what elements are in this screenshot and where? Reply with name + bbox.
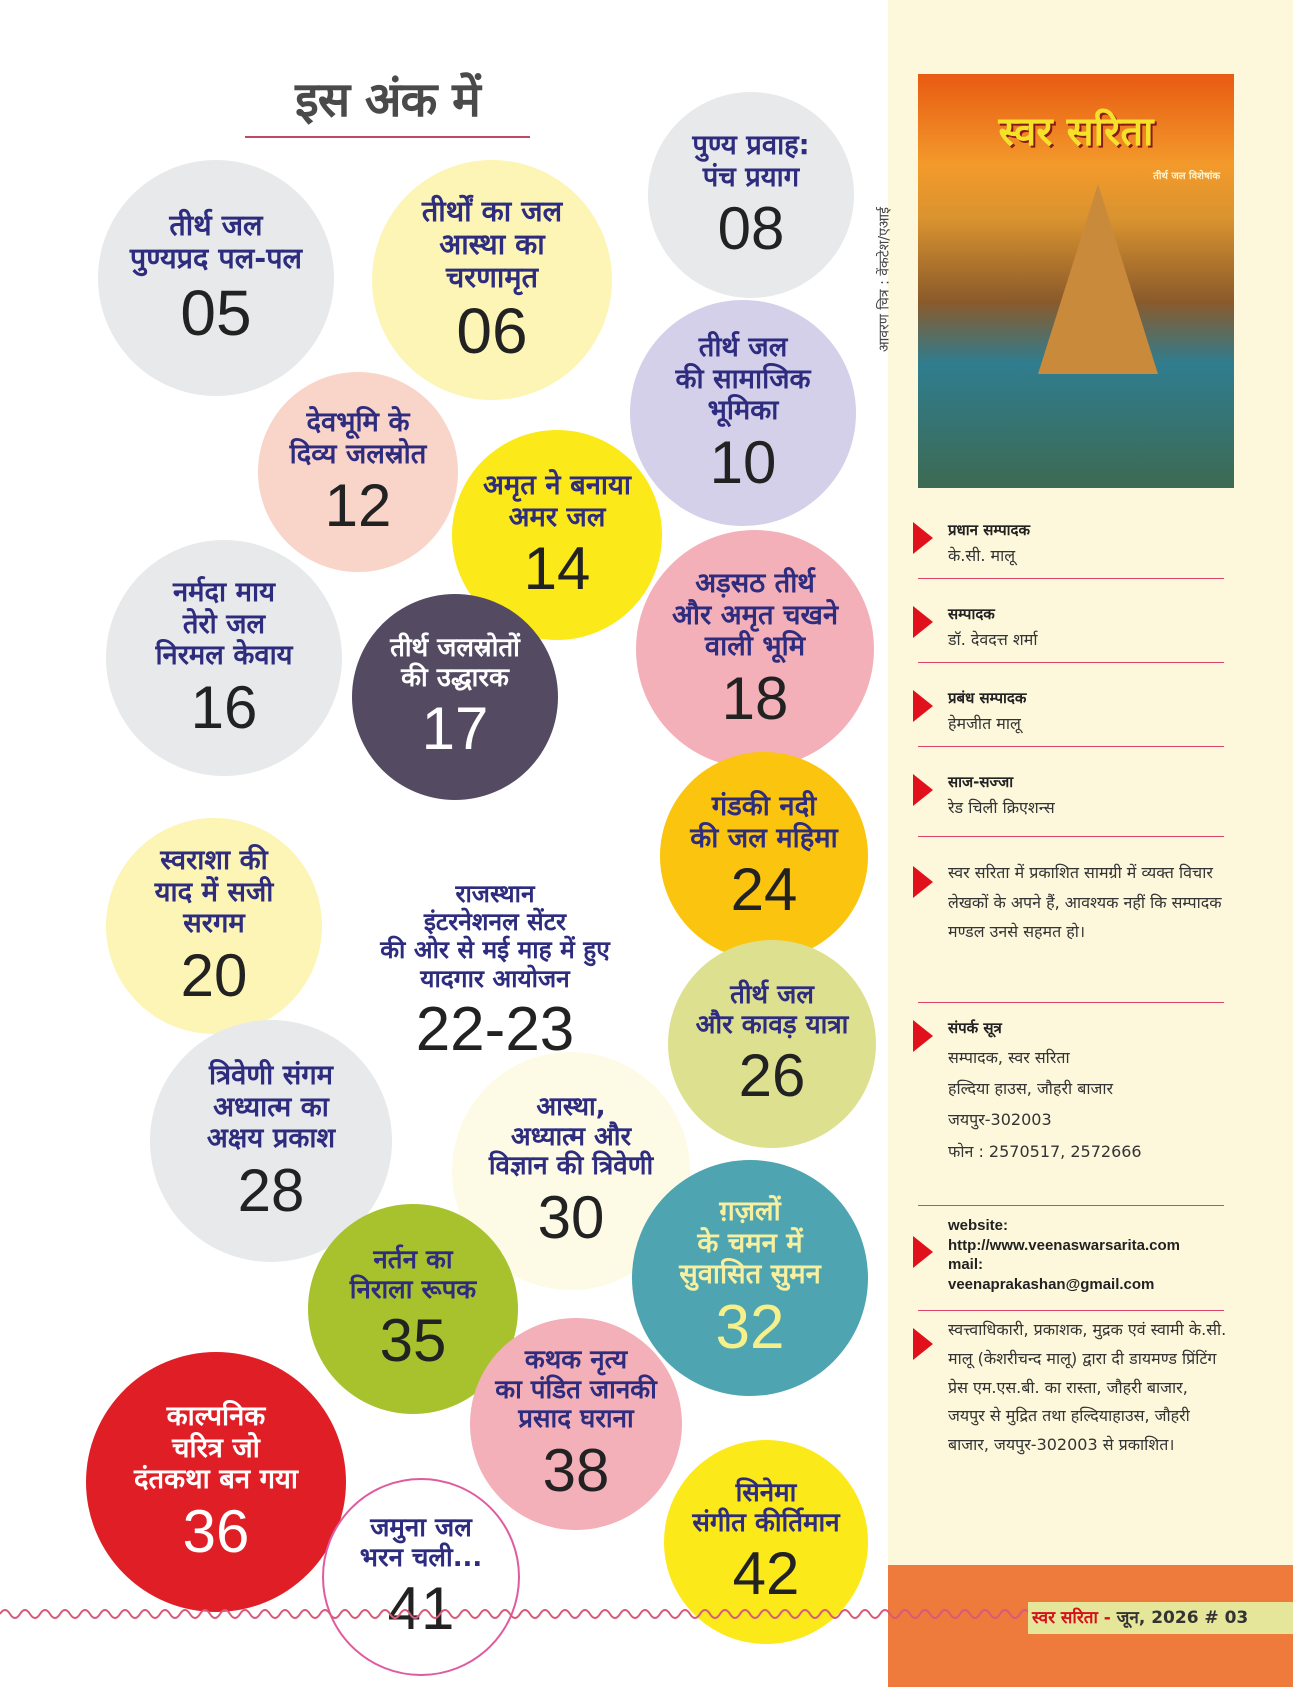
- article-page-number: 42: [732, 1540, 800, 1608]
- red-arrow-icon: [913, 1328, 933, 1360]
- contact-line: जयपुर-302003: [948, 1110, 1052, 1130]
- article-title: अमृत ने बनाया अमर जल: [483, 470, 631, 533]
- article-title: कथक नृत्य का पंडित जानकी प्रसाद घराना: [495, 1344, 657, 1435]
- divider: [918, 746, 1224, 747]
- article-title: गंडकी नदी की जल महिमा: [690, 791, 838, 854]
- article-page-number: 26: [738, 1042, 806, 1110]
- article-title: तीर्थों का जल आस्था का चरणामृत: [421, 193, 563, 294]
- article-bubble[interactable]: [648, 92, 854, 298]
- article-title: तीर्थ जल की सामाजिक भूमिका: [675, 332, 811, 427]
- red-arrow-icon: [913, 774, 933, 806]
- article-page-number: 38: [542, 1437, 610, 1505]
- divider: [918, 1002, 1224, 1003]
- article-page-number: 28: [237, 1156, 305, 1224]
- article-title: पुण्य प्रवाह: पंच प्रयाग: [692, 130, 810, 193]
- staff-value: के.सी. मालू: [948, 546, 1016, 565]
- article-page-number: 30: [537, 1184, 605, 1252]
- publisher-text: स्वत्त्वाधिकारी, प्रकाशक, मुद्रक एवं स्वामी के.सी. मालू (केशरीचन्द मालू) द्वारा दी डायमण्ड प्रिंटिंग प्रेस एम.एस.बी. का रास्ता, जौहरी बाजार, जयपुर से मुद्रित तथा हल्दियाहाउस, जौहरी बाजार, जयपुर-302003 से प्रकाशित।: [948, 1320, 1227, 1455]
- article-title: नर्तन का निराला रूपक: [349, 1244, 477, 1305]
- mail-label: mail:: [948, 1256, 984, 1273]
- staff-label: प्रबंध सम्पादक: [948, 689, 1027, 707]
- contact-line: फोन : 2570517, 2572666: [948, 1141, 1142, 1161]
- article-bubble[interactable]: [636, 530, 874, 768]
- temple-illustration: [1038, 184, 1158, 374]
- article-bubble[interactable]: [106, 540, 342, 776]
- cover-tagline: तीर्थ जल विशेषांक: [1153, 171, 1220, 182]
- article-title: तीर्थ जलस्रोतों की उद्धारक: [390, 632, 520, 693]
- disclaimer: [918, 858, 1228, 947]
- cover-image: [918, 74, 1234, 488]
- article-page-number: 10: [709, 428, 777, 496]
- staff-managing-editor: [918, 688, 1228, 736]
- article-bubble[interactable]: [322, 1478, 520, 1676]
- staff-editor: [918, 604, 1228, 652]
- article-title: जमुना जल भरन चली...: [359, 1512, 483, 1573]
- divider: [918, 836, 1224, 837]
- website-link[interactable]: http://www.veenaswarsarita.com: [948, 1236, 1181, 1254]
- red-arrow-icon: [913, 522, 933, 554]
- staff-value: डॉ. देवदत्त शर्मा: [948, 630, 1038, 649]
- article-title: तीर्थ जल पुण्यप्रद पल-पल: [129, 208, 303, 276]
- article-title: तीर्थ जल और कावड़ यात्रा: [695, 979, 849, 1040]
- article-bubble[interactable]: [372, 160, 612, 400]
- article-bubble[interactable]: [632, 1160, 868, 1396]
- article-title: स्वराशा की याद में सजी सरगम: [154, 845, 274, 940]
- disclaimer-text: स्वर सरिता में प्रकाशित सामग्री में व्यक्त विचार लेखकों के अपने हैं, आवश्यक नहीं कि सम्पादक मण्डल उनसे सहमत हो।: [948, 863, 1222, 942]
- cover-magazine-title: स्वर सरिता: [998, 109, 1154, 155]
- page-footer: [1028, 1602, 1293, 1634]
- red-arrow-icon: [913, 690, 933, 722]
- article-page-number: 18: [721, 664, 789, 732]
- contact-line: हल्दिया हाउस, जौहरी बाजार: [948, 1079, 1114, 1099]
- divider: [918, 1310, 1224, 1311]
- article-page-number: 08: [717, 194, 785, 262]
- article-title: सिनेमा संगीत कीर्तिमान: [692, 1477, 840, 1538]
- contact-lines: [948, 1042, 1228, 1167]
- staff-design: [918, 772, 1228, 820]
- website-label: website:: [948, 1217, 1009, 1234]
- article-page-number: 35: [379, 1307, 447, 1375]
- publisher-block: [918, 1316, 1228, 1460]
- article-title: राजस्थान इंटरनेशनल सेंटर की ओर से मई माह में हुए यादगार आयोजन: [380, 879, 610, 993]
- article-page-number: 05: [180, 276, 252, 349]
- mail-link[interactable]: veenaprakashan@gmail.com: [948, 1275, 1155, 1293]
- red-arrow-icon: [913, 866, 933, 898]
- contact-label: संपर्क सूत्र: [948, 1019, 1002, 1037]
- article-title: अड़सठ तीर्थ और अमृत चखने वाली भूमि: [671, 568, 839, 663]
- article-bubble[interactable]: [352, 594, 558, 800]
- article-bubble[interactable]: [106, 818, 322, 1034]
- article-page-number: 22-23: [415, 994, 575, 1064]
- article-page-number: 41: [387, 1575, 455, 1643]
- contents-heading: इस अंक में: [295, 72, 480, 128]
- article-title: त्रिवेणी संगम अध्यात्म का अक्षय प्रकाश: [206, 1060, 336, 1155]
- staff-chief-editor: [918, 520, 1228, 568]
- article-page-number: 12: [324, 471, 392, 539]
- article-bubble[interactable]: [660, 752, 868, 960]
- cover-credit: आवरण चित्र : वेंकटेश/एआई: [876, 207, 893, 353]
- article-title: आस्था, अध्यात्म और विज्ञान की त्रिवेणी: [488, 1091, 654, 1182]
- article-bubble[interactable]: [668, 940, 876, 1148]
- staff-value: हेमजीत मालू: [948, 714, 1021, 733]
- staff-label: सम्पादक: [948, 605, 995, 623]
- article-page-number: 24: [730, 855, 798, 923]
- article-bubble[interactable]: [470, 1318, 682, 1530]
- contact-line: सम्पादक, स्वर सरिता: [948, 1048, 1070, 1067]
- article-bubble[interactable]: [630, 300, 856, 526]
- staff-label: साज-सज्जा: [948, 773, 1014, 791]
- divider: [918, 578, 1224, 579]
- staff-label: प्रधान सम्पादक: [948, 521, 1031, 539]
- article-page-number: 06: [456, 295, 528, 368]
- divider: [918, 662, 1224, 663]
- article-bubble[interactable]: [98, 160, 334, 396]
- divider: [918, 1205, 1224, 1206]
- article-title: काल्पनिक चरित्र जो दंतकथा बन गया: [134, 1401, 298, 1496]
- heading-underline: [245, 136, 530, 138]
- red-arrow-icon: [913, 1236, 933, 1268]
- article-page-number: 32: [715, 1292, 785, 1362]
- web-block: [918, 1216, 1228, 1294]
- staff-value: रेड चिली क्रिएशन्स: [948, 798, 1055, 817]
- article-page-number: 14: [523, 534, 591, 602]
- footer-issue: जून, 2026 # 03: [1110, 1608, 1249, 1628]
- article-page-number: 20: [180, 941, 248, 1009]
- red-arrow-icon: [913, 1020, 933, 1052]
- article-title: नर्मदा माय तेरो जल निरमल केवाय: [155, 577, 293, 672]
- article-page-number: 17: [421, 695, 489, 763]
- article-title: देवभूमि के दिव्य जलस्रोत: [289, 407, 427, 470]
- article-bubble[interactable]: [86, 1352, 346, 1612]
- article-bubble[interactable]: [258, 372, 458, 572]
- article-page-number: 16: [190, 673, 258, 741]
- wavy-line-decoration: [0, 1602, 1030, 1626]
- article-page-number: 36: [182, 1497, 250, 1565]
- article-title: ग़ज़लों के चमन में सुवासित सुमन: [679, 1196, 821, 1291]
- footer-magazine: स्वर सरिता -: [1032, 1608, 1111, 1628]
- contact-block: [918, 1018, 1228, 1167]
- red-arrow-icon: [913, 606, 933, 638]
